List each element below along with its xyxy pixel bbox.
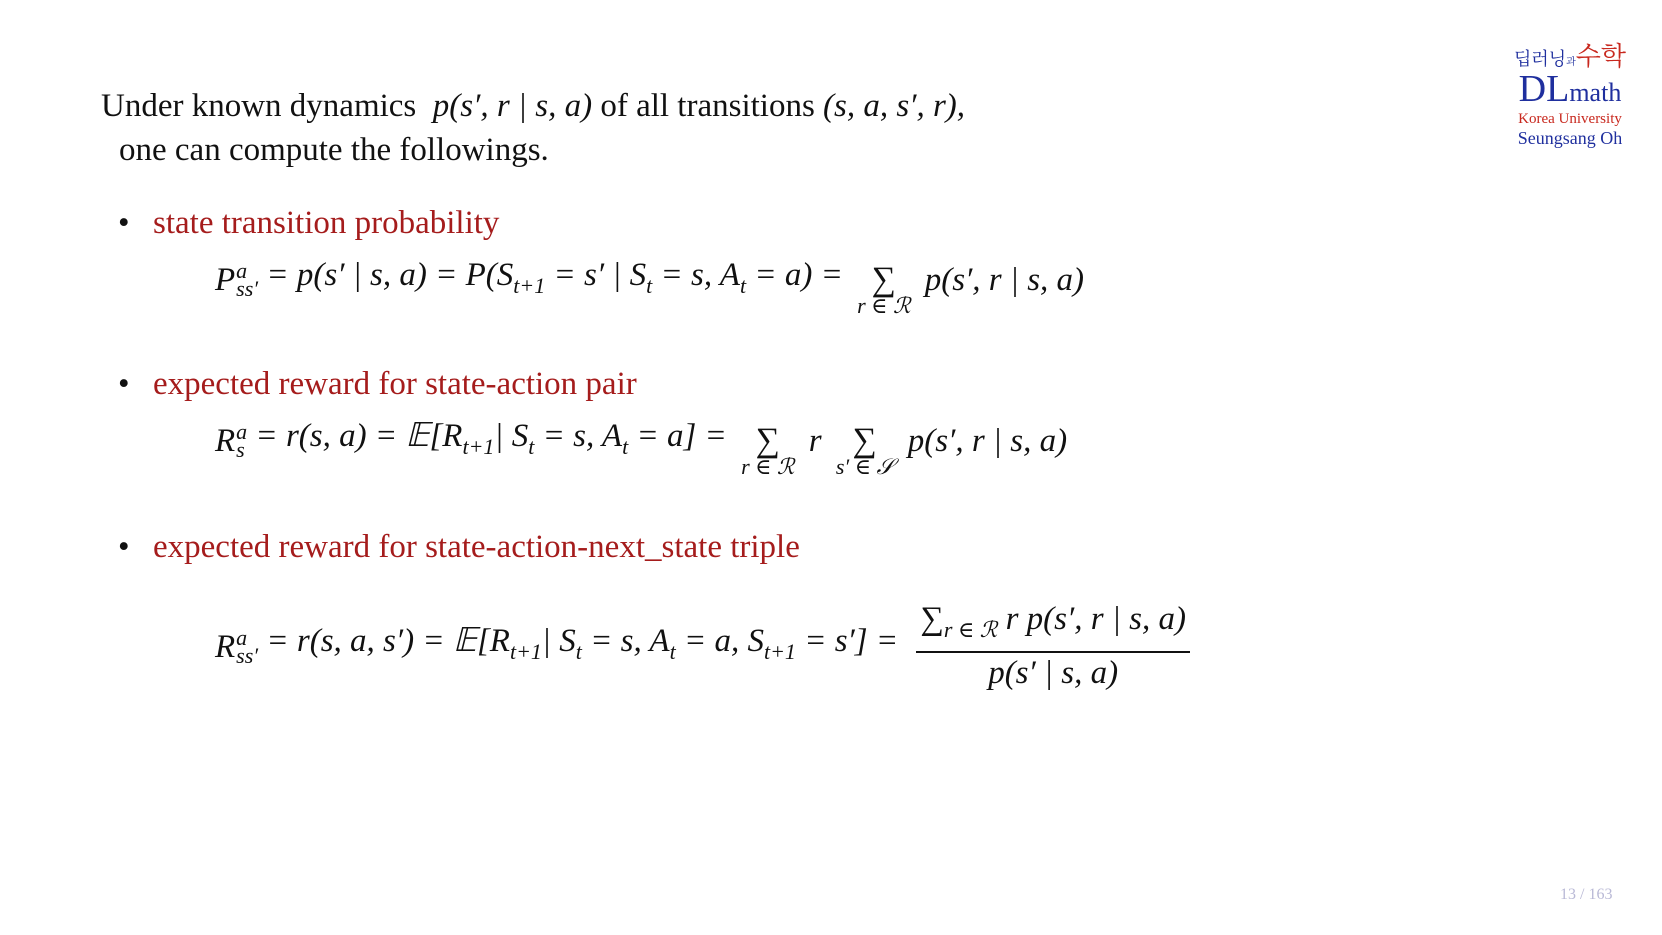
numerator-rest: r p(s′, r | s, a): [997, 601, 1186, 637]
lhs-symbol: R: [215, 423, 236, 459]
logo-university: Korea University: [1518, 111, 1622, 127]
rhs-text: = r(s, a, s′) = 𝔼[R: [266, 623, 510, 659]
sum-limit: r ∈ ℛ: [857, 293, 911, 318]
fraction-denominator: p(s′ | s, a): [988, 655, 1119, 691]
rhs-text: = r(s, a) = 𝔼[R: [255, 417, 463, 454]
rhs-part: [255, 416, 726, 467]
between-sums: r: [808, 423, 822, 459]
lhs-sub: s: [236, 437, 245, 462]
lhs-sup: a: [236, 624, 248, 650]
transition-tuple: (s, a, s′, r),: [823, 88, 966, 124]
sum-over-rewards: [857, 261, 911, 318]
lhs-scripts: [236, 419, 248, 462]
bullet-state-transition: [118, 203, 499, 243]
bullet-dot: •: [118, 205, 130, 241]
intro-text: [101, 84, 965, 172]
fraction: [916, 600, 1190, 693]
rhs-part: [266, 621, 898, 672]
formula-state-transition: [215, 254, 1085, 318]
sub-t1: t+1: [763, 639, 796, 664]
logo-dlmath: [1505, 68, 1635, 110]
formula-expected-reward-pair: [215, 415, 1068, 479]
rhs-text: = s, A: [581, 623, 670, 659]
intro-line-1: [101, 84, 965, 128]
bullet-dot: •: [118, 529, 130, 565]
bullet-dot: •: [118, 366, 130, 402]
rhs-text: = a] =: [628, 417, 727, 454]
logo-korean-2: 과: [1566, 57, 1576, 68]
logo-korean-3: 수학: [1575, 42, 1627, 72]
lhs-sub: ss′: [236, 642, 259, 668]
page-number: 13 / 163: [1560, 886, 1613, 903]
sum-over-states: [835, 422, 894, 479]
lhs-sub: ss′: [236, 276, 259, 301]
bullet-heading: state transition probability: [153, 205, 500, 241]
lhs-symbol: P: [215, 262, 236, 298]
sum-sign-icon: ∑: [852, 422, 877, 459]
logo-author: Seungsang Oh: [1517, 128, 1623, 148]
intro-line-2: one can compute the followings.: [119, 132, 549, 168]
sub-t: t: [669, 639, 676, 664]
after-sum: p(s′, r | s, a): [907, 423, 1068, 459]
rhs-text: = a) =: [746, 256, 843, 293]
logo-math: math: [1569, 78, 1622, 107]
bullet-expected-reward-triple: [118, 527, 800, 567]
sum-sign-icon: ∑: [755, 422, 780, 459]
rhs-part: [266, 255, 842, 306]
lhs-sup: a: [236, 419, 248, 444]
intro-prefix: Under known dynamics: [101, 88, 417, 124]
after-sum: p(s′, r | s, a): [924, 262, 1085, 298]
logo-dl: DL: [1518, 68, 1570, 110]
sum-limit: r ∈ ℛ: [741, 454, 795, 479]
rhs-text: = s, A: [534, 417, 623, 454]
sum-over-rewards: [741, 422, 795, 479]
fraction-numerator: [916, 600, 1190, 653]
rhs-text: = s′] =: [795, 623, 899, 659]
bullet-heading: expected reward for state-action-next_state triple: [153, 529, 800, 565]
bullet-expected-reward-pair: [118, 364, 637, 404]
rhs-text: = s, A: [652, 256, 740, 293]
sub-t1: t+1: [513, 272, 546, 298]
sub-t1: t+1: [509, 639, 542, 664]
sub-t: t: [646, 272, 653, 298]
rhs-text: = a, S: [675, 623, 764, 659]
formula-expected-reward-triple: [215, 600, 1190, 693]
sum-limit: s′ ∈ 𝒮: [835, 454, 894, 479]
sub-t: t: [528, 433, 535, 459]
logo-korean-1: 딥러닝: [1513, 49, 1567, 70]
sub-t: t: [622, 433, 629, 459]
sub-t: t: [575, 639, 582, 664]
intro-mid: of all transitions: [600, 88, 815, 124]
bullet-heading: expected reward for state-action pair: [153, 366, 637, 402]
lhs-symbol: R: [215, 628, 236, 665]
dynamics-expression: p(s′, r | s, a): [432, 88, 593, 124]
sum-sign-icon: ∑: [871, 261, 896, 298]
sub-t1: t+1: [462, 433, 495, 459]
lhs-scripts: [236, 624, 259, 668]
sum-sign-icon: ∑: [920, 601, 944, 637]
lhs-sup: a: [236, 258, 248, 283]
dlmath-logo: [1505, 36, 1635, 149]
sub-t: t: [739, 272, 747, 298]
lhs-scripts: [236, 258, 259, 301]
sum-limit: r ∈ ℛ: [943, 617, 998, 642]
rhs-text: | S: [541, 623, 576, 659]
rhs-text: = s′ | S: [545, 256, 647, 293]
rhs-text: = p(s′ | s, a) = P(S: [266, 256, 514, 293]
rhs-text: | S: [494, 417, 529, 454]
